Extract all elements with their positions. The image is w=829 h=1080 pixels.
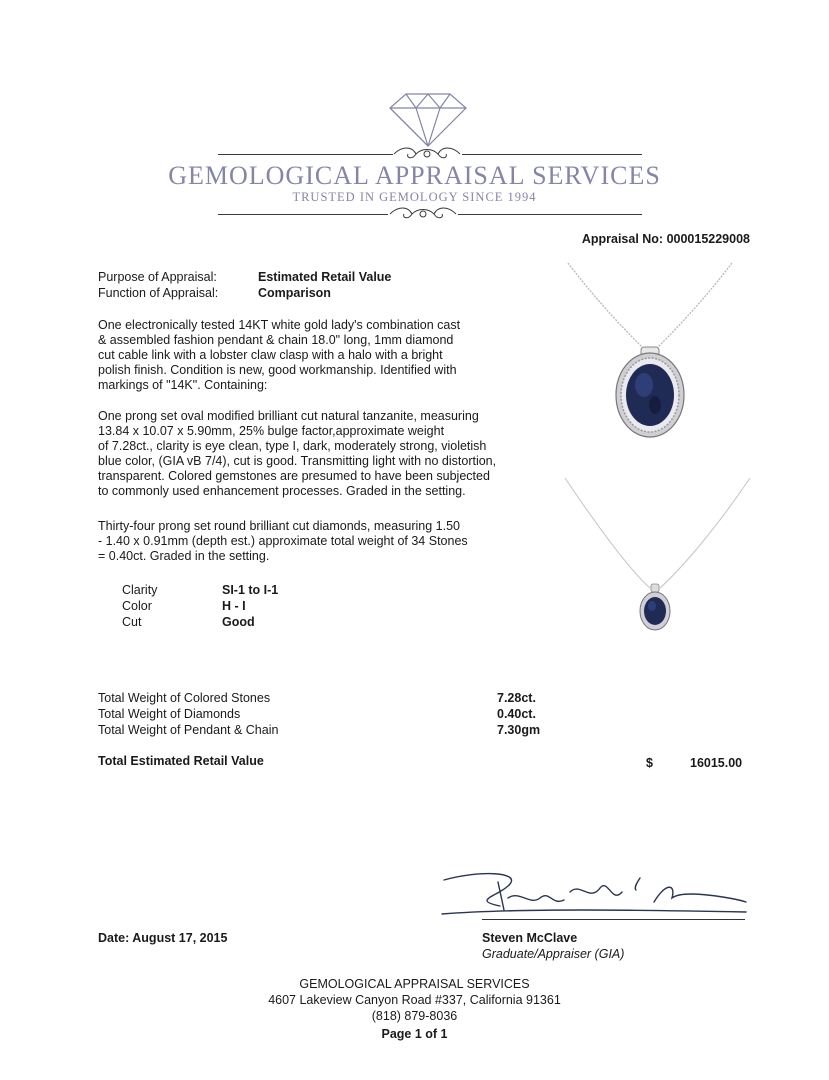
function-value: Comparison [258,286,331,300]
weight-diamonds-label: Total Weight of Diamonds [98,707,241,721]
weight-pendant-label: Total Weight of Pendant & Chain [98,723,279,737]
total-currency: $ [646,756,653,770]
signature-line [482,919,745,920]
diamond-logo-icon [388,90,468,148]
footer-address: 4607 Lakeview Canyon Road #337, California 91361 [268,993,561,1007]
footer-company: GEMOLOGICAL APPRAISAL SERVICES [299,977,530,991]
signer-name: Steven McClave [482,931,578,945]
spec-clarity-label: Clarity [122,583,158,597]
weight-diamonds-value: 0.40ct. [497,707,536,721]
top-rule-right [462,154,642,155]
top-rule-left [218,154,393,155]
spec-color-value: H - I [222,599,246,613]
purpose-label: Purpose of Appraisal: [98,270,217,284]
item-description: One electronically tested 14KT white gold lady's combination cast & assembled fashion pendant & chain 18.0" long, 1mm diamond cut cable link with a lobster claw clasp with a halo with a bright polish finish. Condition is new, good workmanship. Identified with markings of "14K". Containing: [98,318,461,392]
appraisal-number: Appraisal No: 000015229008 [581,232,750,246]
bottom-rule-left [218,214,388,215]
signer-title: Graduate/Appraiser (GIA) [482,947,625,961]
bottom-rule-right [458,214,642,215]
diamonds-description: Thirty-four prong set round brilliant cut diamonds, measuring 1.50 - 1.40 x 0.91mm (depth est.) approximate total weight of 34 Stones = 0.40ct. Graded in the setting. [98,519,468,563]
appraisal-date: Date: August 17, 2015 [98,931,228,945]
total-value-amount: 16015.00 [690,756,743,770]
weight-pendant-value: 7.30gm [497,723,541,737]
scroll-ornament-icon [388,205,458,223]
necklace-full-image [560,470,760,640]
function-label: Function of Appraisal: [98,286,219,300]
purpose-value: Estimated Retail Value [258,270,392,284]
spec-clarity-value: SI-1 to I-1 [222,583,279,597]
spec-cut-label: Cut [122,615,142,629]
pendant-closeup-image [560,255,740,440]
company-title: GEMOLOGICAL APPRAISAL SERVICES [168,161,661,190]
handwritten-signature [440,862,750,922]
page-number: Page 1 of 1 [381,1027,448,1041]
footer-phone: (818) 879-8036 [371,1009,458,1023]
weight-colored-label: Total Weight of Colored Stones [98,691,271,705]
spec-cut-value: Good [222,615,255,629]
company-tagline: TRUSTED IN GEMOLOGY SINCE 1994 [292,190,537,204]
tanzanite-description: One prong set oval modified brilliant cut natural tanzanite, measuring 13.84 x 10.07 x 5.90mm, 25% bulge factor,approximate weight of 7.28ct., clarity is eye clean, type I, dark, moderately strong, violetish blue color, (GIA vB 7/4), cut is good. Transmitting light with no distortion, transparent. Colored gemstones are presumed to have been subjected to commonly used enhancement processes. Graded in the setting. [98,409,497,498]
total-value-label: Total Estimated Retail Value [98,754,264,768]
spec-color-label: Color [122,599,152,613]
weight-colored-value: 7.28ct. [497,691,536,705]
